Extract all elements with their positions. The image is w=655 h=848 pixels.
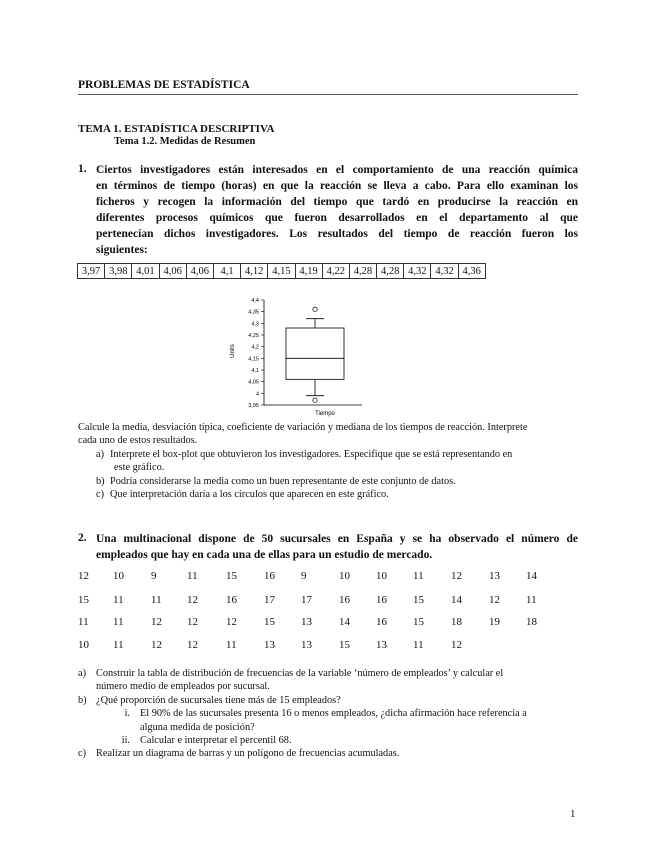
question-a	[78, 667, 578, 694]
tema-title: TEMA 1. ESTADÍSTICA DESCRIPTIVA	[78, 123, 275, 135]
employee-count-cell: 12	[151, 616, 162, 628]
employee-count-cell: 11	[151, 594, 162, 606]
document-header: PROBLEMAS DE ESTADÍSTICA	[78, 79, 250, 91]
question-line: ¿Qué proporción de sucursales tiene más de 15 empleados?	[96, 694, 341, 706]
employee-count-cell: 15	[413, 616, 424, 628]
employee-count-cell: 13	[376, 639, 387, 651]
employee-count-cell: 11	[113, 594, 124, 606]
table-cell: 3,97	[78, 264, 105, 279]
table-cell: 4,32	[431, 264, 458, 279]
employee-count-cell: 17	[264, 594, 275, 606]
y-tick-label: 4,2	[251, 344, 259, 351]
table-cell: 4,32	[404, 264, 431, 279]
question-c	[78, 747, 578, 760]
question-line: Podría considerarse la media como un buen representante de este conjunto de datos.	[110, 475, 456, 487]
table-cell: 4,12	[241, 264, 268, 279]
question-line: número medio de empleados por sucursal.	[96, 681, 270, 693]
employee-count-cell: 11	[78, 616, 89, 628]
table-cell: 4,01	[132, 264, 159, 279]
calc-line: Calcule la media, desviación típica, coeficiente de variación y mediana de los tiempos de reacción. Interprete	[78, 422, 528, 433]
tema-subtitle: Tema 1.2. Medidas de Resumen	[114, 136, 256, 147]
employee-count-cell: 16	[264, 570, 275, 582]
statement-line: siguientes:	[96, 244, 148, 256]
employee-count-cell: 15	[339, 639, 350, 651]
reaction-time-table	[77, 263, 486, 279]
employee-count-cell: 15	[78, 594, 89, 606]
calc-instructions	[78, 421, 578, 448]
problem-2-number: 2.	[78, 532, 87, 544]
question-line: este gráfico.	[114, 462, 165, 474]
question-line: El 90% de las sucursales presenta 16 o menos empleados, ¿dicha afirmación hace referencia a	[140, 708, 527, 720]
table-cell: 4,1	[213, 264, 240, 279]
y-tick-label: 4	[255, 391, 259, 398]
table-cell: 4,28	[377, 264, 404, 279]
table-cell: 4,28	[349, 264, 376, 279]
y-tick-label: 4,4	[251, 298, 259, 304]
employee-count-cell: 13	[301, 616, 312, 628]
table-cell: 4,19	[295, 264, 322, 279]
employee-count-cell: 16	[376, 594, 387, 606]
y-axis-label: Units	[230, 344, 236, 358]
y-tick-label: 4,3	[251, 321, 259, 328]
employee-count-cell: 12	[187, 616, 198, 628]
employee-count-cell: 14	[451, 594, 462, 606]
question-label: c)	[96, 489, 104, 501]
employee-count-cell: 9	[151, 570, 157, 582]
y-tick-label: 4,25	[248, 333, 259, 339]
problem-1-statement	[96, 162, 578, 258]
boxplot-chart	[222, 294, 382, 418]
question-b-ii	[78, 734, 578, 747]
employee-count-cell: 11	[113, 639, 124, 651]
outlier-point	[313, 398, 317, 402]
employee-count-cell: 11	[413, 639, 424, 651]
outlier-point	[313, 307, 317, 311]
question-line: Que interpretación daría a los círculos que aparecen en este gráfico.	[110, 489, 389, 501]
question-b-i	[78, 707, 578, 734]
question-line: Realizar un diagrama de barras y un polígono de frecuencias acumuladas.	[96, 748, 400, 760]
header-rule	[78, 94, 578, 95]
employee-count-cell: 12	[187, 639, 198, 651]
question-label: b)	[78, 694, 87, 706]
employee-count-cell: 9	[301, 570, 307, 582]
y-tick-label: 4,1	[251, 368, 259, 374]
table-cell: 4,22	[322, 264, 349, 279]
employee-count-cell: 16	[339, 594, 350, 606]
employee-count-cell: 11	[413, 570, 424, 582]
question-label: ii.	[121, 735, 130, 747]
employee-count-cell: 12	[78, 570, 89, 582]
statement-line: diferentes procesos químicos que fueron desarrollados en el departamento al que	[96, 212, 578, 224]
statement-line: Una multinacional dispone de 50 sucursales en España y se ha observado el número de	[96, 533, 578, 545]
question-label: i.	[124, 708, 130, 720]
employee-count-cell: 14	[526, 570, 537, 582]
problem-1-number: 1.	[78, 163, 87, 175]
employee-count-cell: 12	[226, 616, 237, 628]
table-cell: 3,98	[105, 264, 132, 279]
employee-count-cell: 13	[301, 639, 312, 651]
employee-count-cell: 13	[489, 570, 500, 582]
statement-line: ficheros y recogen la información del tiempo que tardó en producirse la reacción en	[96, 196, 578, 208]
employee-count-cell: 10	[78, 639, 89, 651]
calc-line: cada uno de estos resultados.	[78, 435, 198, 447]
employee-count-cell: 15	[264, 616, 275, 628]
employee-count-cell: 11	[187, 570, 198, 582]
employee-count-cell: 10	[113, 570, 124, 582]
y-tick-label: 4,15	[248, 356, 259, 363]
table-cell: 4,15	[268, 264, 295, 279]
problem-1-questions	[96, 448, 578, 502]
employee-count-cell: 11	[226, 639, 237, 651]
question-a	[96, 448, 578, 475]
question-b	[96, 475, 578, 488]
employee-count-cell: 12	[489, 594, 500, 606]
question-label: b)	[96, 475, 105, 487]
employee-count-cell: 15	[226, 570, 237, 582]
problem-2-questions	[78, 667, 578, 761]
employee-count-cell: 16	[376, 616, 387, 628]
y-tick-label: 4,35	[248, 309, 259, 316]
employee-count-cell: 17	[301, 594, 312, 606]
employee-count-cell: 12	[187, 594, 198, 606]
employee-count-cell: 16	[226, 594, 237, 606]
employee-count-cell: 18	[526, 616, 537, 628]
question-c	[96, 488, 578, 501]
employee-count-cell: 18	[451, 616, 462, 628]
problem-2-statement	[96, 531, 578, 563]
x-axis-label: Tiempo	[315, 411, 335, 417]
employee-count-cell: 11	[526, 594, 537, 606]
employee-count-cell: 13	[264, 639, 275, 651]
table-cell: 4,36	[458, 264, 485, 279]
question-label: c)	[78, 748, 86, 760]
question-line: alguna medida de posición?	[140, 721, 255, 733]
question-label: a)	[96, 449, 104, 460]
statement-line: pertenecían dichos investigadores. Los resultados del tiempo de reacción fueron los	[96, 228, 578, 240]
page-number: 1	[570, 808, 576, 820]
question-line: Calcular e interpretar el percentil 68.	[140, 735, 292, 747]
employee-count-cell: 12	[451, 639, 462, 651]
employee-count-cell: 10	[376, 570, 387, 582]
question-label: a)	[78, 668, 86, 679]
y-tick-label: 4,05	[248, 379, 259, 386]
table-cell: 4,06	[159, 264, 186, 279]
statement-line: Ciertos investigadores están interesados en el comportamiento de una reacción química	[96, 164, 578, 176]
employee-count-cell: 19	[489, 616, 500, 628]
box-iqr	[286, 328, 344, 379]
table-row	[78, 264, 486, 279]
question-b	[78, 694, 578, 707]
question-line: Construir la tabla de distribución de frecuencias de la variable ‘número de empleados’ y calcular el	[96, 668, 504, 679]
y-tick-label: 3,95	[248, 403, 259, 409]
employee-count-cell: 14	[339, 616, 350, 628]
statement-line: en términos de tiempo (horas) en que la reacción se lleva a cabo. Para ello examinan los	[96, 180, 578, 192]
question-line: Interprete el box-plot que obtuvieron los investigadores. Especifique que se está representando en	[110, 449, 513, 460]
employee-count-cell: 11	[113, 616, 124, 628]
employee-count-cell: 15	[413, 594, 424, 606]
statement-line: empleados que hay en cada una de ellas para un estudio de mercado.	[96, 549, 433, 561]
employee-count-cell: 12	[451, 570, 462, 582]
employee-count-cell: 10	[339, 570, 350, 582]
table-cell: 4,06	[186, 264, 213, 279]
employee-count-cell: 12	[151, 639, 162, 651]
